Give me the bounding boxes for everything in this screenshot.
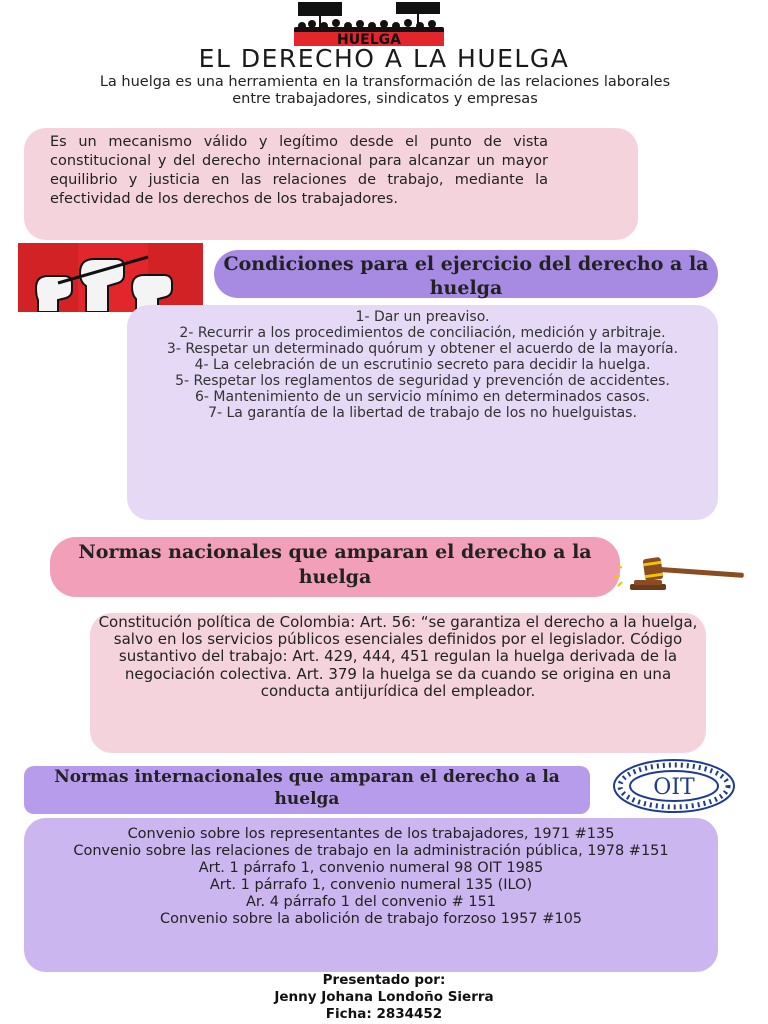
oit-logo bbox=[598, 757, 750, 815]
condition-item: 6- Mantenimiento de un servicio mínimo en determinados casos. bbox=[195, 389, 650, 405]
convention-item: Convenio sobre las relaciones de trabajo en la administración pública, 1978 #151 bbox=[73, 843, 669, 859]
intro-text: Es un mecanismo válido y legítimo desde el punto de vista constitucional y del derecho internacional para alcanzar un mayor equilibrio y justicia en las relaciones de trabajo, mediante la efectividad de los derechos de los trabajadores. bbox=[50, 134, 548, 207]
banner-text: HUELGA bbox=[337, 32, 401, 46]
national-text: Constitución política de Colombia: Art. 56: “se garantiza el derecho a la huelga, salvo en los servicios públicos esenciales definidos por el legislador. Código sustantivo del trabajo: Art. 429, 444, 451 regulan la huelga derivada de la negociación colectiva. Art. 379 la huelga se da cuando se origina en una conducta antijurídica del empleador. bbox=[98, 613, 698, 700]
condition-item: 5- Respetar los reglamentos de seguridad y prevención de accidentes. bbox=[175, 373, 670, 389]
oit-logo-text: OIT bbox=[653, 775, 695, 800]
page-subtitle: La huelga es una herramienta en la transformación de las relaciones laborales entre trabajadores, sindicatos y empresas bbox=[99, 74, 671, 107]
gavel-icon bbox=[600, 550, 756, 596]
condition-item: 7- La garantía de la libertad de trabajo de los no huelguistas. bbox=[208, 405, 637, 421]
page-title: EL DERECHO A LA HUELGA bbox=[198, 44, 570, 73]
international-heading: Normas internacionales que amparan el derecho a la huelga bbox=[54, 767, 560, 809]
convention-item: Art. 1 párrafo 1, convenio numeral 98 OIT 1985 bbox=[198, 860, 544, 876]
conditions-heading: Condiciones para el ejercicio del derecho a la huelga bbox=[223, 253, 709, 299]
strike-banner-image bbox=[288, 0, 450, 46]
convention-item: Ar. 4 párrafo 1 del convenio # 151 bbox=[245, 894, 497, 910]
condition-item: 4- La celebración de un escrutinio secreto para decidir la huelga. bbox=[194, 357, 651, 373]
condition-item: 2- Recurrir a los procedimientos de conciliación, medición y arbitraje. bbox=[179, 325, 666, 341]
footer bbox=[0, 972, 768, 1023]
presented-by-label: Presentado por: bbox=[322, 972, 446, 988]
convention-item: Convenio sobre los representantes de los trabajadores, 1971 #135 bbox=[127, 826, 615, 842]
conditions-list bbox=[135, 309, 710, 421]
condition-item: 1- Dar un preaviso. bbox=[355, 309, 490, 325]
international-list bbox=[30, 826, 712, 928]
national-heading: Normas nacionales que amparan el derecho a la huelga bbox=[78, 541, 592, 588]
raised-fists-image bbox=[18, 243, 203, 312]
condition-item: 3- Respetar un determinado quórum y obtener el acuerdo de la mayoría. bbox=[166, 341, 679, 357]
convention-item: Art. 1 párrafo 1, convenio numeral 135 (ILO) bbox=[209, 877, 533, 893]
convention-item: Convenio sobre la abolición de trabajo forzoso 1957 #105 bbox=[159, 911, 583, 927]
author-name: Jenny Johana Londoño Sierra bbox=[274, 989, 494, 1005]
ficha-number: Ficha: 2834452 bbox=[325, 1006, 443, 1022]
